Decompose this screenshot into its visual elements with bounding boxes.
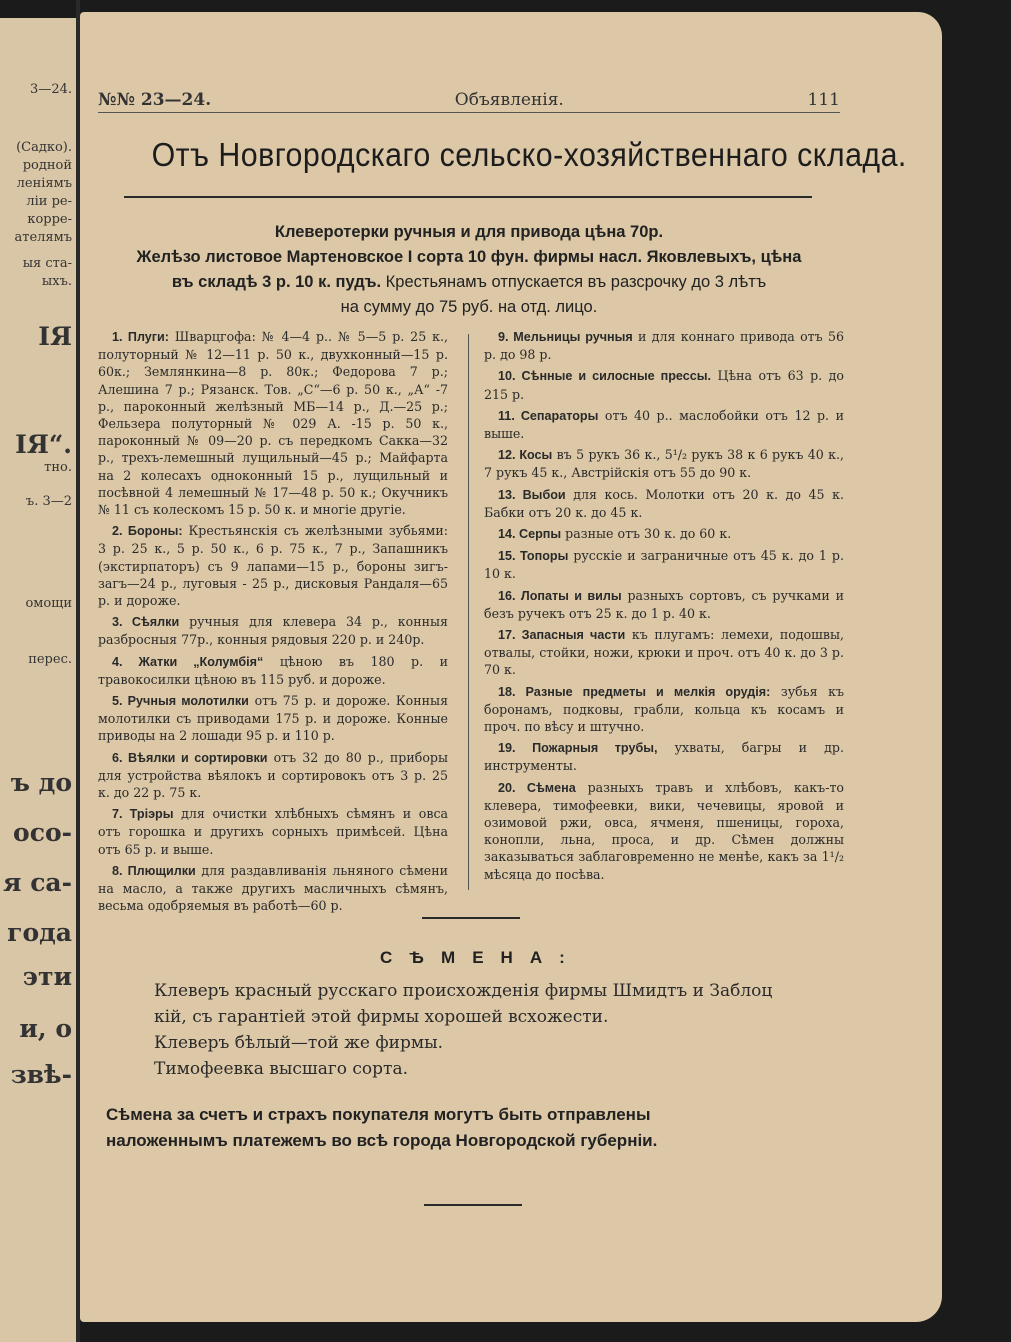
left-column <box>98 328 448 919</box>
item-details: отъ 40 р.. маслобойки отъ 12 р. и выше. <box>484 407 844 442</box>
shipping-note <box>106 1102 844 1154</box>
title-rule <box>124 196 812 198</box>
catalog-item <box>98 613 448 648</box>
item-details: разныхъ травъ и хлѣбовъ, какъ-то клевера, тимофеевки, вики, чечевицы, яровой и озимовой ржи, овса, ячменя, пшеницы, гороха, конопли, льна, проса, и др. Сѣмен должны заказываться заблаговременно не менѣе, какъ за 1¹/₂ мѣсяца до посѣва. <box>484 779 844 882</box>
item-name: 14. Серпы <box>498 527 562 542</box>
item-details: Шварцгофа: № 4—4 р.. № 5—5 р. 25 к., полуторный № 12—11 р. 50 к., двухконный—15 р. 60к.; Землянкина—8 р. 80к.; Федорова 7 р.; Алешина 7 р.; Рязанск. Тов. „С“—6 р. 50 к., „А“ -7 р., пароконный желѣзный МБ—14 р., Д.—25 р.; Фельзера полуторный № 029 А. -15 р. 50 к., пароконный № 09—20 р. съ передкомъ Сакка—32 р., трехъ-лемешный лущильный—45 р.; Майфарта на 2 колесахъ одноконный 15 р., лущильный и посѣвной 4 лемешный № 17—48 р. 50 к.; Окучникъ № 11 съ колескомъ 15 р. 50 к. и многіе другіе. <box>98 329 448 518</box>
catalog-item <box>484 779 844 883</box>
catalog-item <box>484 486 844 521</box>
item-name: 10. Сѣнные и силосные прессы. <box>498 369 712 384</box>
header-rule <box>98 112 840 113</box>
item-details: Крестьянскія съ желѣзными зубьями: 3 р. 25 к., 5 р. 50 к., 6 р. 75 к., 7 р., Запашникъ (экстирпаторъ) съ 9 лапами—15 р., бороны зигъ-загъ—24 р., луговыя - 25 р., дисковыя Рандаля—65 р. и дороже. <box>98 523 448 609</box>
item-name: 13. Выбои <box>498 487 566 502</box>
catalog-item <box>98 692 448 745</box>
shipping-line-1: Сѣмена за счетъ и страхъ покупателя могутъ быть отправлены <box>106 1105 651 1124</box>
section-name: Объявленія. <box>454 90 564 110</box>
seeds-block <box>154 978 854 1082</box>
adjacent-page-fragment: года <box>7 918 72 947</box>
item-name: 15. Топоры <box>498 549 569 564</box>
item-details: для кось. Молотки отъ 20 к. до 45 к. Бабки отъ 20 к. до 45 к. <box>484 486 844 520</box>
adjacent-page-fragment: 3—24. <box>30 82 72 97</box>
catalog-item <box>98 749 448 802</box>
adjacent-page-fragment: ІЯ <box>38 322 72 351</box>
intro-installment: Крестьянамъ отпускается въ разсрочку до 3 лѣтъ <box>381 273 767 291</box>
item-details: для очистки хлѣбныхъ сѣмянъ и овса отъ горошка и другихъ сорныхъ примѣсей. Цѣна отъ 65 р. и выше. <box>98 806 449 857</box>
item-details: русскіе и заграничные отъ 45 к. до 1 р. 10 к. <box>484 548 844 582</box>
adjacent-page-fragment: леніямъ <box>16 176 72 191</box>
catalog-item <box>484 739 844 774</box>
adjacent-page-fragment: родной <box>22 158 72 173</box>
adjacent-page-fragment: корре- <box>27 212 72 227</box>
item-details: въ 5 рукъ 36 к., 5¹/₂ рукъ 38 к 6 рукъ 40 к., 7 рукъ 45 к., Австрійскія отъ 55 до 90 к. <box>484 447 844 481</box>
adjacent-page-fragment: омощи <box>25 596 72 611</box>
seeds-line-1: Клеверъ красный русскаго происхожденія фирмы Шмидтъ и Заблоц <box>154 981 773 1001</box>
issue-number: №№ 23—24. <box>98 90 212 110</box>
item-details: ручныя для клевера 34 р., конныя разбросныя 77р., конныя рядовыя 220 р. и 240р. <box>98 614 448 648</box>
catalog-item <box>98 522 448 609</box>
item-details: разные отъ 30 к. до 60 к. <box>561 526 732 542</box>
adjacent-page-fragment: эти <box>22 962 72 991</box>
item-details: отъ 75 р. и дороже. Конныя молотилки съ приводами 175 р. и дороже. Конные приводы на 2 лошади 95 р. и 110 р. <box>98 693 449 744</box>
shipping-line-2: наложеннымъ платежемъ во всѣ города Новгородской губерніи. <box>106 1131 658 1150</box>
item-details: и для коннаго привода отъ 56 р. до 98 р. <box>484 329 844 363</box>
item-details: для раздавливанія льняного сѣмени на масло, а также другихъ масличныхъ сѣмянъ, весьма одобряемыя въ работѣ—60 р. <box>98 862 448 914</box>
item-name: 12. Косы <box>498 448 553 463</box>
adjacent-page-fragment: (Садко). <box>16 140 72 155</box>
intro-line-2: Желѣзо листовое Мартеновское I сорта 10 фун. фирмы насл. Яковлевыхъ, цѣна <box>136 248 802 266</box>
item-details: разныхъ сортовъ, съ ручками и безъ ручекъ отъ 25 к. до 1 р. 40 к. <box>484 587 844 621</box>
item-name: 11. Сепараторы <box>498 408 599 423</box>
adjacent-page-fragment: ъ. 3—2 <box>25 494 72 509</box>
adjacent-page-fragment: звѣ- <box>10 1060 72 1089</box>
catalog-item <box>98 862 448 915</box>
item-details: Цѣна отъ 63 р. до 215 р. <box>484 368 844 402</box>
page-header <box>98 88 840 110</box>
item-name: 17. Запасныя части <box>498 628 626 643</box>
right-column <box>484 328 844 887</box>
intro-line-3 <box>98 270 840 295</box>
intro-block <box>98 220 840 320</box>
adjacent-page-fragment: осо- <box>13 818 72 847</box>
item-name: 6. Вѣялки и сортировки <box>112 750 268 765</box>
item-name: 9. Мельницы ручныя <box>498 330 633 344</box>
item-details: ухваты, багры и др. инструменты. <box>484 740 844 774</box>
catalog-item <box>98 653 448 688</box>
item-name: 18. Разные предметы и мелкія орудія: <box>498 684 771 699</box>
item-name: 16. Лопаты и вилы <box>498 588 622 603</box>
adjacent-page-fragment: я са- <box>3 868 72 897</box>
section-separator <box>422 917 520 919</box>
page-number: 111 <box>807 90 840 110</box>
item-details: отъ 32 до 80 р., приборы для устройства вѣялокъ и сортировокъ отъ 3 р. 25 к. до 22 р. 75 к. <box>98 749 448 801</box>
column-rule <box>468 334 469 890</box>
adjacent-page-edge <box>0 18 78 1342</box>
item-name: 8. Плющилки <box>112 863 196 878</box>
catalog-item <box>484 626 844 679</box>
seeds-heading: СѢМЕНА: <box>380 948 582 967</box>
catalog-item <box>484 367 844 402</box>
advert-title: Отъ Новгородскаго сельско-хозяйственнаго склада. <box>151 136 907 173</box>
adjacent-page-fragment: тно. <box>44 460 72 475</box>
item-name: 1. Плуги: <box>112 330 169 344</box>
catalog-item <box>484 328 844 363</box>
adjacent-page-fragment: ателямъ <box>14 230 72 245</box>
adjacent-page-fragment: ъ до <box>10 768 72 797</box>
adjacent-page-fragment: ыхъ. <box>41 274 72 289</box>
scan-background <box>0 0 1011 12</box>
seeds-line-3: Клеверъ бѣлый—той же фирмы. <box>154 1033 444 1053</box>
catalog-item <box>98 328 448 518</box>
item-details: къ плугамъ: лемехи, подошвы, отвалы, стойки, ножи, крюки и проч. отъ 40 к. до 3 р. 70 к. <box>484 627 844 678</box>
item-name: 2. Бороны: <box>112 524 183 539</box>
newspaper-page <box>80 12 942 1322</box>
catalog-item <box>484 525 844 543</box>
intro-price: въ складѣ 3 р. 10 к. пудъ. <box>171 273 382 291</box>
item-name: 4. Жатки „Колумбія“ <box>112 654 264 669</box>
catalog-item <box>484 407 844 442</box>
item-name: 20. Сѣмена <box>498 780 576 795</box>
item-details: зубья къ боронамъ, подковы, грабли, кольца къ косамъ и проч. по вѣсу и штучно. <box>484 683 844 735</box>
adjacent-page-fragment: ыя ста- <box>22 256 72 271</box>
adjacent-page-fragment: ІЯ“. <box>15 430 72 459</box>
item-name: 5. Ручныя молотилки <box>112 694 249 709</box>
end-separator <box>424 1204 522 1206</box>
seeds-line-4: Тимофеевка высшаго сорта. <box>154 1059 408 1079</box>
seeds-line-2: кій, съ гарантіей этой фирмы хорошей всхожести. <box>154 1007 609 1027</box>
adjacent-page-fragment: ліи ре- <box>26 194 72 209</box>
adjacent-page-fragment: перес. <box>28 652 72 667</box>
item-details: цѣною въ 180 р. и травокосилки цѣною въ 115 руб. и дороже. <box>98 653 448 687</box>
adjacent-page-fragment: и, о <box>19 1014 72 1043</box>
catalog-item <box>98 805 448 858</box>
catalog-item <box>484 547 844 582</box>
intro-line-4: на сумму до 75 руб. на отд. лицо. <box>340 298 598 316</box>
item-name: 19. Пожарныя трубы, <box>498 741 658 756</box>
catalog-item <box>484 446 844 481</box>
catalog-item <box>484 587 844 622</box>
item-name: 3. Сѣялки <box>112 615 180 630</box>
intro-line-1: Клеверотерки ручныя и для привода цѣна 70р. <box>274 223 664 241</box>
catalog-item <box>484 683 844 736</box>
item-name: 7. Тріэры <box>112 807 174 822</box>
